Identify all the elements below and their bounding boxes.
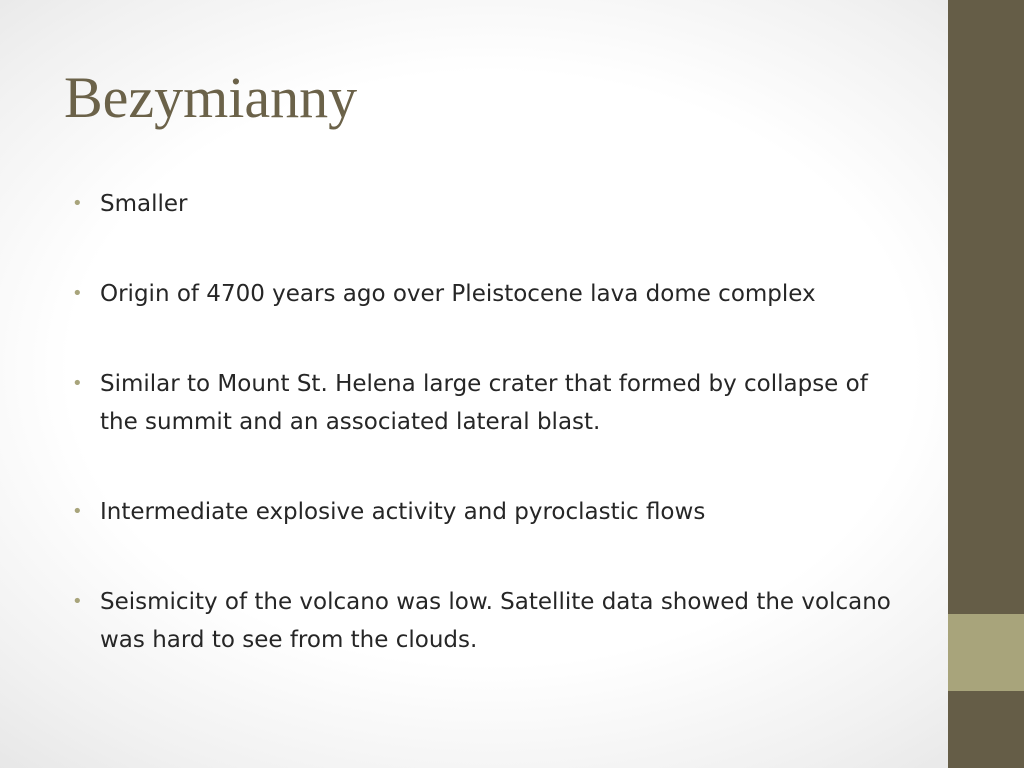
bullet-text: Intermediate explosive activity and pyroclastic flows [100, 499, 706, 525]
bullet-item [72, 583, 902, 659]
bullet-text: Origin of 4700 years ago over Pleistocene lava dome complex [100, 281, 816, 307]
bullet-item [72, 185, 902, 223]
bullet-item [72, 365, 902, 441]
bullet-text: Seismicity of the volcano was low. Satellite data showed the volcano was hard to see from the clouds. [100, 589, 891, 653]
bullet-dot-icon: • [72, 591, 83, 612]
bullet-item [72, 275, 902, 313]
bullet-dot-icon: • [72, 283, 83, 304]
bullet-list [72, 185, 902, 711]
bullet-dot-icon: • [72, 373, 83, 394]
bullet-dot-icon: • [72, 501, 83, 522]
bullet-dot-icon: • [72, 193, 83, 214]
bullet-text: Smaller [100, 191, 188, 217]
bullet-text: Similar to Mount St. Helena large crater that formed by collapse of the summit and an associated lateral blast. [100, 371, 868, 435]
slide-title: Bezymianny [64, 65, 358, 130]
sidebar-accent-block [948, 614, 1024, 691]
bullet-item [72, 493, 902, 531]
